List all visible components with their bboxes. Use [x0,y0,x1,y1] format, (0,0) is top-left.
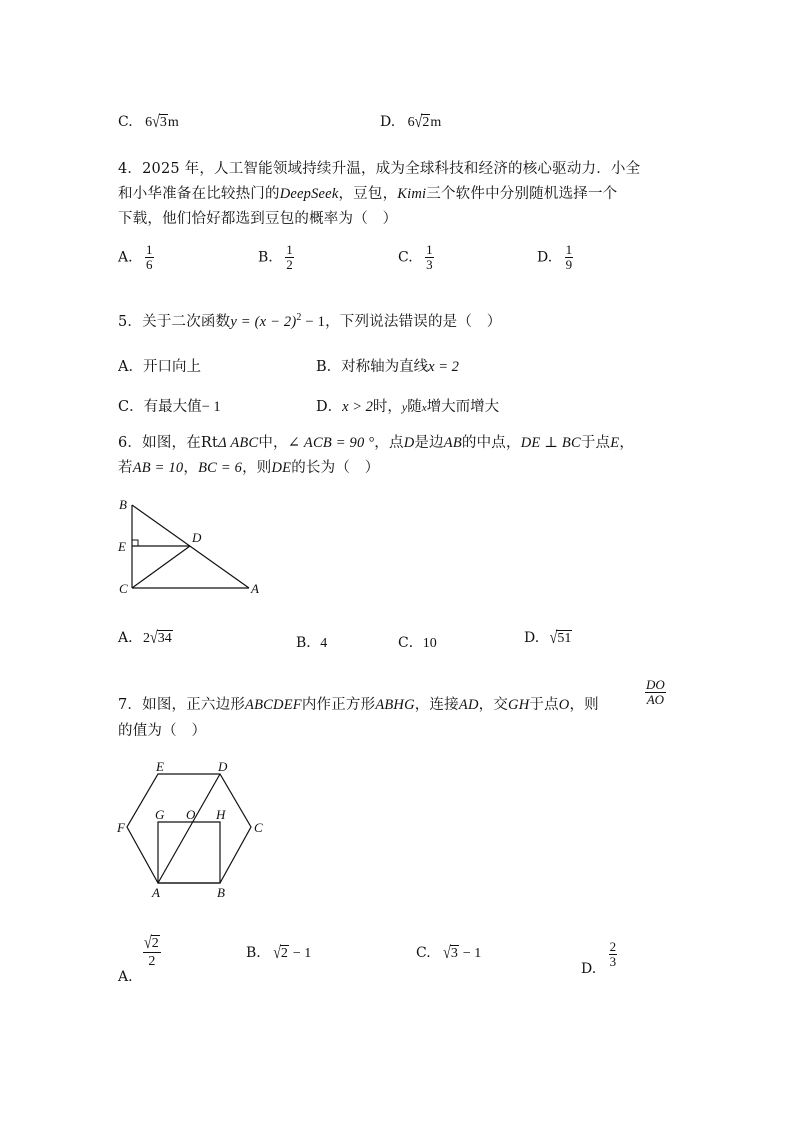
label-g: G [155,807,165,822]
q4-line-2 [118,182,617,203]
text: 于点 [580,435,611,451]
q6-option-c [398,632,437,652]
option-label: D. [524,630,540,646]
square-abhg [158,822,220,883]
option-label: C. [398,249,413,266]
q3-option-d [380,114,441,131]
sqrt: √2 [144,934,159,953]
q7-option-d [581,939,617,977]
formula: x > 2 [342,399,373,415]
tail: − 1 [462,946,482,961]
text: 于点 [529,697,559,713]
segment-ad [158,774,220,883]
formula: AB = 10 [132,460,184,476]
q7-option-b [246,945,311,962]
formula: AD [458,697,479,713]
numerator [143,935,161,953]
formula: Δ ABC [218,435,259,451]
q7-option-c [416,945,481,962]
formula: ∠ ACB = 90 ° [287,435,375,451]
text: 6．如图，在Rt [118,435,219,451]
option-label: B. [246,945,261,961]
sqrt: √51 [549,629,572,648]
text: ，则 [569,697,599,713]
formula: BC = 6 [198,460,243,476]
label-a: A [152,885,160,900]
text: ，交 [478,697,509,713]
text: 是边 [414,435,444,451]
q7-line-1 [118,693,599,714]
fraction: $\frac{2}{3}$ [609,939,617,969]
q6-option-b [296,632,327,652]
text: 三个软件中分别随机选择一个 [426,186,618,202]
text: 7．如图，正六边形 [118,697,246,713]
q4-line-1: 4．2025 年，人工智能领域持续升温，成为全球科技和经济的核心驱动力．小全 [118,161,641,177]
option-label: B． [296,635,321,651]
text: ，连接 [414,697,459,713]
label-d: D [218,759,228,774]
option-label: A. [118,249,133,266]
formula: AB [443,435,462,451]
formula: − 1 [201,399,221,415]
formula: DE [271,460,292,476]
q5-option-c [118,395,221,416]
q6-line-1 [118,431,634,452]
fraction: $\frac{1}{3}$ [426,242,433,272]
sqrt: √2 [414,113,430,132]
text: 增大而增大 [426,399,500,415]
sqrt: √2 [273,944,288,963]
text: ，下列说法错误的是（ ） [325,314,502,330]
label-d: D [192,530,202,545]
option-label: A. [118,968,133,985]
text: 中， [258,435,288,451]
q5-stem [118,310,501,331]
q5-option-b [316,355,459,376]
coef: 2 [143,631,151,646]
option-label: D. [581,960,597,977]
q6-option-d [524,630,572,647]
fraction: $\frac{1}{9}$ [565,242,573,272]
unit: m [430,115,442,130]
text: 时， [372,399,402,415]
formula: D [403,435,415,451]
text: 和小华准备在比较热门的 [118,186,280,202]
label-o: O [186,807,196,822]
label-c: C [254,820,263,835]
label-a: A [251,581,259,596]
formula: ABHG [375,697,415,713]
q4-option-b [258,243,294,272]
q3-option-c [118,114,179,131]
tail: − 1 [292,946,312,961]
var-x: x [421,402,427,414]
q7-fraction-do-ao [645,678,666,707]
q4-option-c [398,243,434,272]
sqrt: √3 [152,113,167,132]
sqrt: √34 [150,629,172,648]
label-b: B [119,497,127,512]
q7-hexagon-figure [112,756,272,901]
q7-option-a [118,934,161,985]
var-y: y [401,400,408,414]
coef: 6 [407,115,415,130]
value: 4 [320,636,328,651]
q4-option-a [118,243,154,272]
segment-cd [132,546,190,588]
q4-line-3: 下载，他们恰好都选到豆包的概率为（ ） [118,211,398,227]
label-e: E [156,759,164,774]
text: ， [619,435,635,451]
text: 随 [407,399,422,415]
text: ， [183,460,199,476]
text: 的长为（ ） [291,460,380,476]
option-label: C. [118,114,133,130]
label-b: B [217,885,225,900]
text: ，点 [374,435,404,451]
text: ，豆包， [338,186,398,202]
text: 若 [118,460,133,476]
fraction: $\frac{1}{6}$ [146,242,153,272]
option-label: B. [258,249,273,266]
q5-option-a: A．开口向上 [118,359,201,375]
software-deepseek: DeepSeek [279,186,339,202]
sqrt: √3 [443,944,458,963]
formula: y = (x − 2) [230,314,297,330]
formula-exponent: 2 [296,312,302,324]
formula: x = 2 [428,359,459,375]
text: 5．关于二次函数 [118,314,231,330]
formula: O [558,697,570,713]
option-label: C． [398,635,423,651]
label-f: F [117,820,125,835]
text: 的中点， [461,435,521,451]
label-c: C [119,581,128,596]
option-label: D． [316,399,343,415]
formula: GH [508,697,530,713]
label-h: H [216,807,226,822]
coef: 6 [145,115,153,130]
q4-option-d [537,243,573,272]
formula-tail: − 1 [301,314,326,330]
software-kimi: Kimi [397,186,427,202]
denominator: 2 [148,954,156,969]
fraction: $\frac{DO}{AO}$ [646,677,665,707]
fraction: $\frac{1}{2}$ [286,242,293,272]
fraction [143,935,161,970]
q6-line-2 [118,456,379,477]
option-label: A. [118,630,133,646]
option-label: C. [416,945,431,961]
text: B．对称轴为直线 [316,359,429,375]
formula: DE ⊥ BC [520,435,581,451]
formula: E [610,435,620,451]
formula: ABCDEF [245,697,302,713]
option-label: D. [537,249,553,266]
text: 内作正方形 [301,697,376,713]
value: 10 [422,636,437,651]
q7-line-2: 的值为（ ） [118,723,207,739]
unit: m [167,115,179,130]
text: C．有最大值 [118,399,202,415]
right-angle-mark [132,540,138,546]
label-e: E [118,539,126,554]
option-label: D. [380,114,396,130]
text: ，则 [242,460,272,476]
q5-option-d [316,395,499,416]
q6-option-a [118,630,173,647]
q6-triangle-figure [112,495,272,605]
